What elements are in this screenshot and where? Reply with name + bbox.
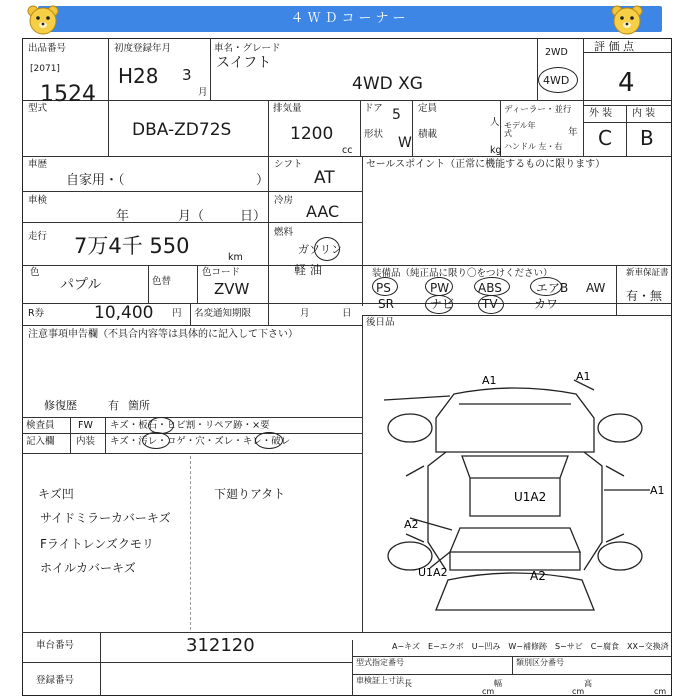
- equipment-airbag: エアB: [536, 281, 569, 295]
- fuel-gasoline: ガソリン: [298, 243, 342, 256]
- note-line-1: キズ凹: [38, 487, 74, 501]
- bear-face-icon: [610, 4, 644, 36]
- rating-score: 4: [618, 68, 635, 98]
- grade: 4WD XG: [352, 74, 423, 94]
- warranty-value: 有・無: [626, 289, 663, 303]
- damage-legend: A−キズ E−エクボ U−凹み W−補修跡 S−サビ C−腐食 XX−交換済: [392, 642, 669, 651]
- equipment-tv: TV: [482, 297, 498, 311]
- handle-label: ハンドル 左・右: [504, 142, 563, 151]
- color-code-label: 色コード: [202, 267, 241, 278]
- inspector-items: キズ・板石・ヒビ割・リペア跡・×要: [110, 420, 270, 431]
- recycle-label: R券: [28, 308, 45, 319]
- svg-text:U1A2: U1A2: [418, 566, 448, 579]
- inspector-column-label: 検査員: [26, 420, 55, 431]
- inspection-month: 月（: [178, 209, 205, 224]
- note-line-3: Fライトレンズクモリ: [40, 537, 154, 551]
- note-line-4: ホイルカバーキズ: [40, 561, 136, 575]
- history-label: 車歴: [28, 159, 48, 170]
- mileage-value: 7万4千 550: [74, 234, 190, 258]
- name-change-deadline-label: 名変通知期限: [194, 308, 252, 319]
- first-registration-label: 初度登録年月: [114, 43, 172, 54]
- note-line-2: サイドミラーカバーキズ: [40, 511, 171, 525]
- bear-face-icon: [26, 4, 60, 36]
- car-name-label: 車名・グレード: [214, 43, 281, 54]
- exterior-label: 外 装: [589, 108, 613, 119]
- deadline-month: 月: [300, 308, 310, 319]
- inspection-label: 車検: [28, 195, 48, 206]
- ac-label: 冷房: [274, 195, 294, 206]
- registration-number-label: 登録番号: [36, 675, 75, 686]
- fuel-label: 燃料: [274, 227, 294, 238]
- model-code: DBA-ZD72S: [132, 120, 232, 140]
- equipment-leather: カワ: [534, 297, 559, 311]
- type-cert-label: 型式指定番号: [356, 658, 404, 667]
- color-value: パプル: [60, 277, 102, 293]
- repair-history-label: 修復歴: [44, 399, 77, 412]
- car-name: スイフト: [216, 55, 272, 71]
- svg-text:A1: A1: [482, 374, 497, 387]
- color-label: 色: [30, 267, 40, 278]
- fuel-diesel: 軽 油: [294, 263, 322, 277]
- corner-title-banner: ４ＷＤコーナー: [38, 6, 662, 32]
- history-close: ）: [256, 173, 270, 188]
- person-unit: 人: [490, 117, 500, 128]
- shift-value: AT: [314, 168, 335, 188]
- inspection-day: 日）: [240, 209, 267, 224]
- load-label: 積載: [418, 129, 438, 140]
- new-car-warranty-label: 新車保証書: [626, 268, 669, 278]
- inner-items: キズ・汚レ・コゲ・穴・ズレ・キレ・破レ: [110, 436, 291, 447]
- equipment-aw: AW: [586, 281, 606, 295]
- width-unit: cm: [572, 687, 585, 696]
- interior-grade: B: [640, 126, 654, 150]
- auction-id: [2071]: [30, 64, 60, 74]
- svg-text:U1A2: U1A2: [514, 490, 547, 504]
- ac-value: AAC: [306, 202, 340, 221]
- history-value: 自家用・（: [66, 173, 125, 188]
- color-change-label: 色替: [152, 276, 172, 287]
- model-label: 型式: [28, 103, 48, 114]
- lot-number-label: 出品番号: [28, 43, 67, 54]
- length-unit: cm: [482, 687, 495, 696]
- model-year-label: モデル年式: [504, 121, 536, 138]
- vehicle-dims-label: 車検証上寸法: [356, 676, 404, 685]
- equipment-ps: PS: [376, 281, 391, 295]
- drive-selected: 4WD: [543, 74, 570, 87]
- length-label: 長: [404, 679, 412, 688]
- kg-unit: kg: [490, 145, 502, 156]
- chassis-number-label: 車台番号: [36, 640, 75, 651]
- svg-text:A1: A1: [650, 484, 665, 497]
- mileage-label: 走行: [28, 231, 48, 242]
- vehicle-damage-diagram: [364, 366, 670, 630]
- yen-unit: 円: [172, 308, 182, 319]
- shape-label: 形状: [364, 129, 384, 140]
- height-label: 高: [584, 679, 592, 688]
- inspection-year: 年: [116, 209, 130, 224]
- lot-number: 1524: [40, 82, 96, 107]
- exterior-grade: C: [598, 126, 612, 150]
- entry-column-label: 記入欄: [26, 436, 55, 447]
- equipment-sr: SR: [378, 297, 394, 311]
- dealer-label: ディーラー・並行: [504, 105, 572, 115]
- recycle-fee: 10,400: [94, 303, 154, 323]
- registration-month: 3: [182, 66, 192, 84]
- later-day-label: 後日品: [366, 317, 395, 328]
- repair-places-label: 箇所: [128, 399, 150, 412]
- interior-label: 内 装: [632, 108, 656, 119]
- repair-history-value: 有: [108, 399, 119, 412]
- displacement: 1200: [290, 124, 334, 144]
- km-unit: km: [228, 252, 243, 263]
- equipment-label: 装備品（純正品に限り〇をつけください）: [372, 268, 553, 279]
- fw-label: FW: [78, 420, 93, 431]
- fuel-selected-circle: [314, 237, 340, 261]
- capacity-label: 定員: [418, 103, 438, 114]
- year-unit: 年: [568, 127, 578, 138]
- inner-label: 内装: [76, 436, 96, 447]
- svg-text:A1: A1: [576, 370, 591, 383]
- chassis-number: 312120: [186, 635, 255, 656]
- equipment-navi: ナビ: [430, 297, 455, 311]
- height-unit: cm: [654, 687, 667, 696]
- rating-label: 評 価 点: [594, 40, 634, 53]
- svg-text:A2: A2: [404, 518, 419, 531]
- displacement-label: 排気量: [273, 103, 302, 114]
- category-number-label: 類別区分番号: [516, 658, 564, 667]
- registration-era-year: H28: [118, 64, 159, 88]
- two-wd-label: 2WD: [545, 47, 568, 58]
- doors: 5: [392, 107, 401, 123]
- notes-title: 注意事項申告欄（不具合内容等は具体的に記入して下さい）: [28, 329, 298, 340]
- deadline-day: 日: [342, 308, 352, 319]
- registration-month-unit: 月: [198, 87, 208, 98]
- equipment-abs: ABS: [478, 281, 502, 295]
- equipment-pw: PW: [430, 281, 450, 295]
- sales-point-label: セールスポイント（正常に機能するものに限ります）: [366, 159, 606, 170]
- color-code-value: ZVW: [214, 280, 250, 298]
- note-right: 下廻りアタト: [214, 487, 286, 501]
- width-label: 幅: [494, 679, 502, 688]
- shape: W: [398, 135, 412, 151]
- shift-label: シフト: [274, 159, 303, 170]
- doors-label: ドア: [364, 103, 383, 114]
- cc-unit: cc: [342, 145, 353, 156]
- svg-text:A2: A2: [530, 569, 546, 583]
